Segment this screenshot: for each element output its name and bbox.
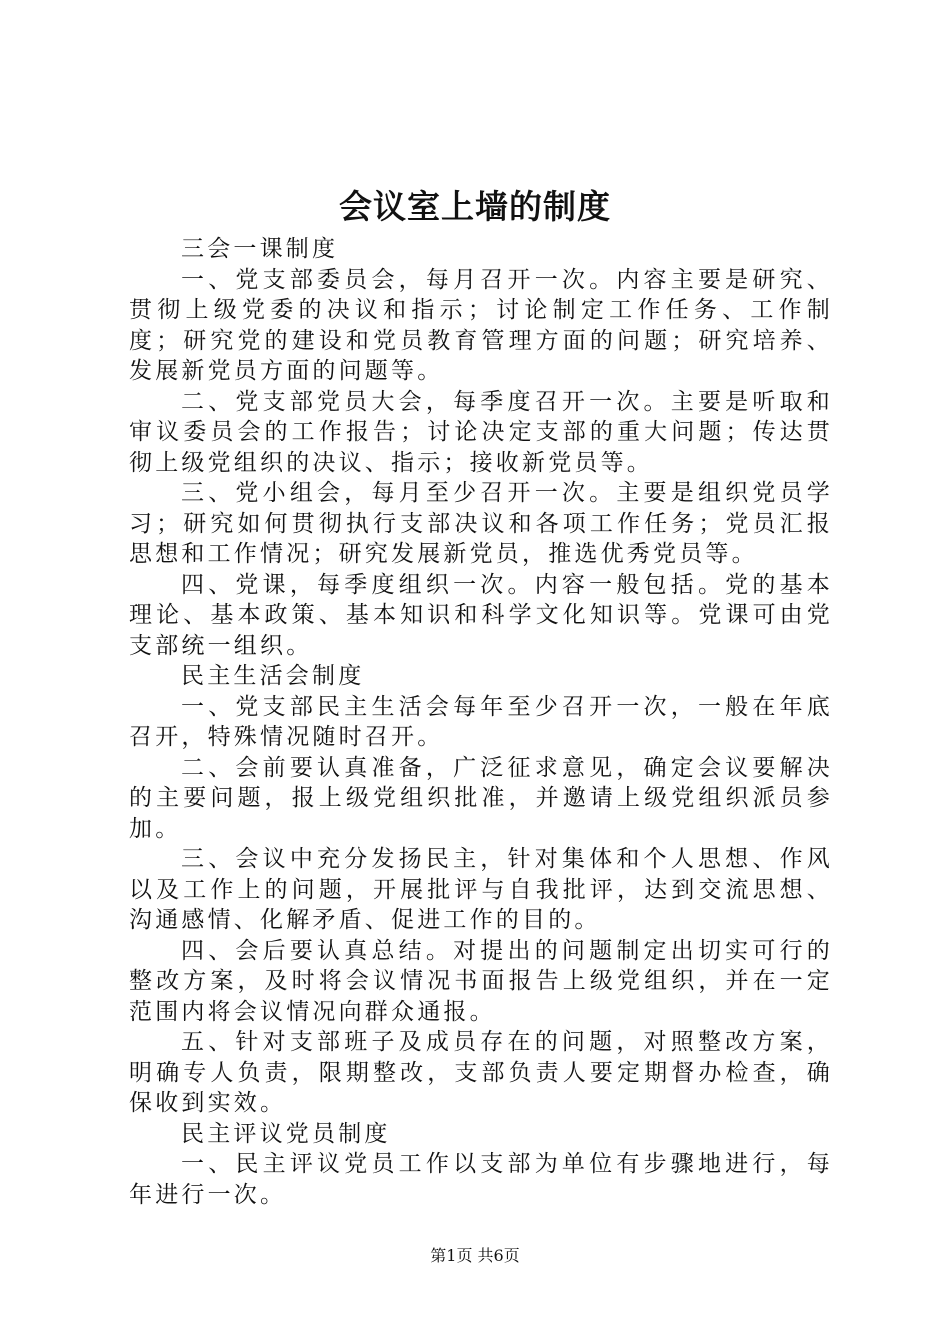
paragraph: 四、会后要认真总结。对提出的问题制定出切实可行的整改方案，及时将会议情况书面报告上级党组织，并在一定范围内将会议情况向群众通报。 bbox=[129, 937, 833, 1025]
paragraph: 一、党支部委员会，每月召开一次。内容主要是研究、贯彻上级党委的决议和指示；讨论制定工作任务、工作制度；研究党的建设和党员教育管理方面的问题；研究培养、发展新党员方面的问题等。 bbox=[129, 266, 833, 384]
document-body bbox=[129, 234, 833, 1210]
paragraph: 三、会议中充分发扬民主，针对集体和个人思想、作风以及工作上的问题，开展批评与自我批评，达到交流思想、沟通感情、化解矛盾、促进工作的目的。 bbox=[129, 846, 833, 933]
paragraph: 二、党支部党员大会，每季度召开一次。主要是听取和审议委员会的工作报告；讨论决定支部的重大问题；传达贯彻上级党组织的决议、指示；接收新党员等。 bbox=[129, 388, 833, 476]
section-heading-democratic-life: 民主生活会制度 bbox=[181, 663, 365, 689]
document-title: 会议室上墙的制度 bbox=[339, 187, 611, 226]
paragraph: 二、会前要认真准备，广泛征求意见，确定会议要解决的主要问题，报上级党组织批准，并邀请上级党组织派员参加。 bbox=[129, 754, 833, 842]
paragraph: 一、民主评议党员工作以支部为单位有步骤地进行，每年进行一次。 bbox=[129, 1151, 833, 1208]
section-heading-member-review: 民主评议党员制度 bbox=[181, 1120, 391, 1147]
paragraph: 五、针对支部班子及成员存在的问题，对照整改方案，明确专人负责，限期整改，支部负责人要定期督办检查，确保收到实效。 bbox=[129, 1029, 833, 1116]
page-number-footer: 第1页 共6页 bbox=[430, 1246, 520, 1265]
paragraph: 三、党小组会，每月至少召开一次。主要是组织党员学习；研究如何贯彻执行支部决议和各项工作任务；党员汇报思想和工作情况；研究发展新党员，推选优秀党员等。 bbox=[129, 480, 833, 567]
section-heading-three-meetings: 三会一课制度 bbox=[181, 236, 339, 262]
paragraph: 四、党课，每季度组织一次。内容一般包括。党的基本理论、基本政策、基本知识和科学文化知识等。党课可由党支部统一组织。 bbox=[129, 571, 833, 659]
paragraph: 一、党支部民主生活会每年至少召开一次，一般在年底召开，特殊情况随时召开。 bbox=[129, 693, 833, 750]
